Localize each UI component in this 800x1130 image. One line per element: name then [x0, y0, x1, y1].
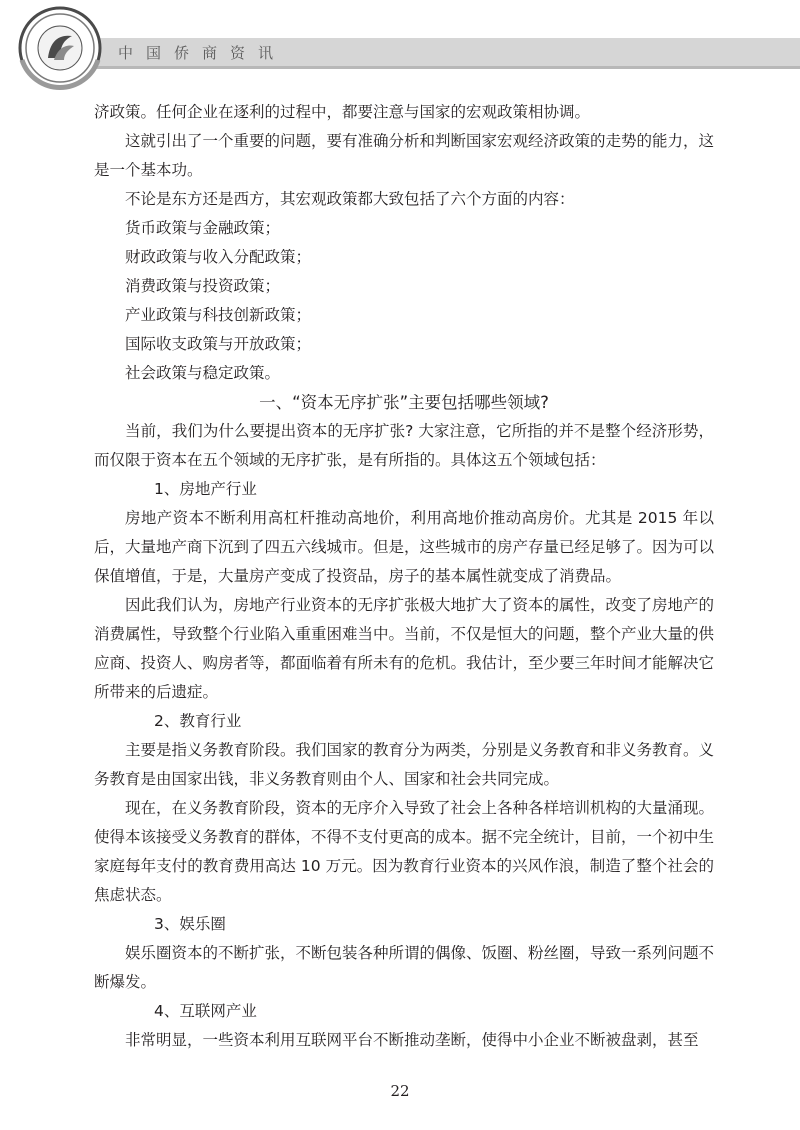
header-title: 中国侨商资讯 [118, 44, 287, 62]
list-item: 国际收支政策与开放政策； [125, 335, 312, 353]
paragraph: 不论是东方还是西方，其宏观政策都大致包括了六个方面的内容： [125, 190, 575, 208]
list-item: 社会政策与稳定政策。 [125, 364, 281, 382]
paragraph: 非常明显，一些资本利用互联网平台不断推动垄断，使得中小企业不断被盘剥，甚至 [125, 1031, 699, 1049]
paragraph: 主要是指义务教育阶段。我们国家的教育分为两类，分别是义务教育和非义务教育。义务教育是由国家出钱，非义务教育则由个人、国家和社会共同完成。 [94, 741, 715, 788]
paragraph: 这就引出了一个重要的问题，要有准确分析和判断国家宏观经济政策的走势的能力，这是一个基本功。 [94, 132, 715, 179]
subsection-heading: 2、教育行业 [154, 712, 242, 730]
list-item: 货币政策与金融政策； [125, 219, 281, 237]
list-item: 产业政策与科技创新政策； [125, 306, 312, 324]
page-number: 22 [390, 1082, 410, 1100]
list-item: 消费政策与投资政策； [125, 277, 281, 295]
paragraph: 当前，我们为什么要提出资本的无序扩张? 大家注意，它所指的并不是整个经济形势，而仅限于资本在五个领域的无序扩张，是有所指的。具体这五个领域包括： [94, 422, 714, 469]
list-item: 财政政策与收入分配政策； [125, 248, 312, 266]
subsection-heading: 1、房地产行业 [154, 480, 257, 498]
subsection-heading: 4、互联网产业 [154, 1002, 257, 1020]
section-heading: 一、“资本无序扩张”主要包括哪些领域? [259, 393, 549, 412]
article-body [94, 98, 714, 1055]
subsection-heading: 3、娱乐圈 [154, 915, 226, 933]
paragraph: 因此我们认为，房地产行业资本的无序扩张极大地扩大了资本的属性，改变了房地产的消费属性，导致整个行业陷入重重困难当中。当前，不仅是恒大的问题，整个产业大量的供应商、投资人、购房者等，都面临着有所未有的危机。我估计，至少要三年时间才能解决它所带来的后遗症。 [94, 596, 715, 701]
paragraph: 房地产资本不断利用高杠杆推动高地价，利用高地价推动高房价。尤其是 2015 年以后，大量地产商下沉到了四五六线城市。但是，这些城市的房产存量已经足够了。因为可以保值增值，于是，大量房产变成了投资品，房子的基本属性就变成了消费品。 [94, 509, 715, 585]
paragraph: 娱乐圈资本的不断扩张，不断包装各种所谓的偶像、饭圈、粉丝圈，导致一系列问题不断爆发。 [94, 944, 715, 991]
paragraph: 济政策。任何企业在逐利的过程中，都要注意与国家的宏观政策相协调。 [94, 103, 591, 121]
logo-emblem-icon [14, 2, 114, 102]
paragraph: 现在，在义务教育阶段，资本的无序介入导致了社会上各种各样培训机构的大量涌现。使得本该接受义务教育的群体，不得不支付更高的成本。据不完全统计，目前，一个初中生家庭每年支付的教育费用高达 10 万元。因为教育行业资本的兴风作浪，制造了整个社会的焦虑状态。 [94, 799, 715, 904]
